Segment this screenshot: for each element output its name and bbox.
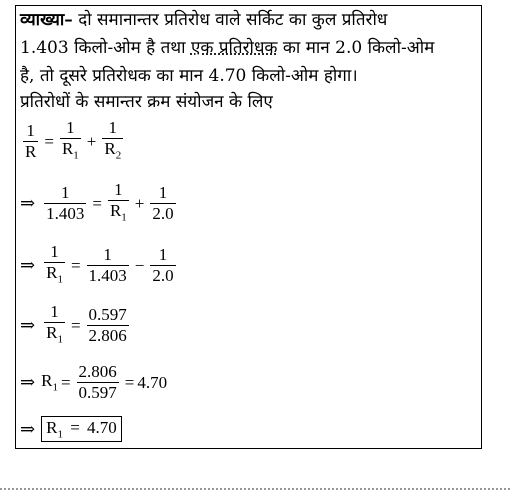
equals-sign: =: [124, 372, 135, 392]
implies-arrow: ⇒: [20, 372, 36, 392]
fraction: [77, 362, 119, 403]
numerator: 1: [158, 183, 168, 203]
denominator: 1.403: [88, 266, 127, 286]
numerator: 1: [108, 118, 118, 137]
equation-3: [20, 242, 179, 289]
page-bottom-edge: [0, 488, 510, 490]
numerator: 1: [66, 118, 75, 137]
text-line-1: [20, 10, 387, 30]
equation-6: [20, 416, 122, 442]
implies-arrow: ⇒: [20, 193, 36, 214]
equation-1: [20, 118, 126, 165]
denominator: $R_2$: [102, 138, 123, 165]
fraction: [102, 118, 123, 165]
denominator: 2.0: [152, 204, 174, 224]
numerator: 1: [50, 302, 59, 321]
explanation-label: व्याख्या–: [20, 10, 73, 30]
numerator: 1: [60, 183, 70, 203]
final-answer-box: $R_1 = 4.70$: [41, 416, 122, 442]
denominator: 2.0: [152, 266, 174, 286]
denominator: $R_1$: [108, 200, 129, 227]
text-line-2: [20, 38, 434, 58]
statement-line-2c: का मान 2.0 किलो-ओम: [277, 38, 435, 58]
plus-sign: +: [134, 193, 145, 213]
equals-sign: =: [92, 193, 102, 213]
result-value: 4.70: [137, 372, 168, 392]
minus-sign: −: [134, 255, 145, 275]
equals-sign: =: [60, 372, 71, 392]
denominator: 0.597: [78, 383, 117, 402]
denominator: $R_1$: [44, 262, 65, 289]
numerator: 1: [114, 180, 123, 199]
statement-line-2b: एक प्रतिरोधक: [190, 38, 278, 58]
fraction: [150, 183, 175, 224]
fraction: [44, 183, 86, 224]
denominator: 2.806: [88, 326, 127, 346]
text-line-4: प्रतिरोधों के समान्तर क्रम संयोजन के लिए: [20, 92, 273, 112]
fraction: [87, 305, 129, 346]
equals-sign: =: [44, 131, 54, 151]
statement-line-2a: 1.403 किलो-ओम है तथा: [20, 38, 191, 58]
numerator: 2.806: [78, 362, 117, 381]
denominator: 1.403: [46, 204, 85, 224]
equation-5: [20, 362, 167, 403]
denominator: $R_1$: [44, 322, 65, 349]
numerator: 0.597: [88, 305, 127, 325]
equals-sign: =: [70, 255, 81, 275]
denominator: R: [25, 142, 37, 162]
numerator: 1: [103, 245, 112, 265]
numerator: 1: [158, 245, 168, 265]
numerator: 1: [26, 121, 35, 141]
implies-arrow: ⇒: [20, 315, 36, 336]
fraction: [87, 245, 129, 286]
r1-symbol: $R_1$: [41, 371, 58, 394]
fraction: [44, 302, 65, 349]
fraction: [60, 118, 81, 165]
denominator: $R_1$: [60, 138, 81, 165]
equals-sign: =: [70, 315, 81, 335]
fraction: [44, 242, 65, 289]
equation-4: [20, 302, 132, 349]
numerator: 1: [50, 242, 59, 261]
fraction: [108, 180, 129, 227]
plus-sign: +: [86, 131, 97, 151]
equation-2: [20, 180, 179, 227]
implies-arrow: ⇒: [20, 255, 36, 276]
fraction: [23, 121, 38, 162]
text-line-3: है, तो दूसरे प्रतिरोधक का मान 4.70 किलो-ओम होगा।: [20, 66, 358, 86]
statement-line-1: दो समानान्तर प्रतिरोध वाले सर्किट का कुल प्रतिरोध: [78, 10, 388, 30]
fraction: [150, 245, 175, 286]
implies-arrow: ⇒: [20, 418, 36, 439]
